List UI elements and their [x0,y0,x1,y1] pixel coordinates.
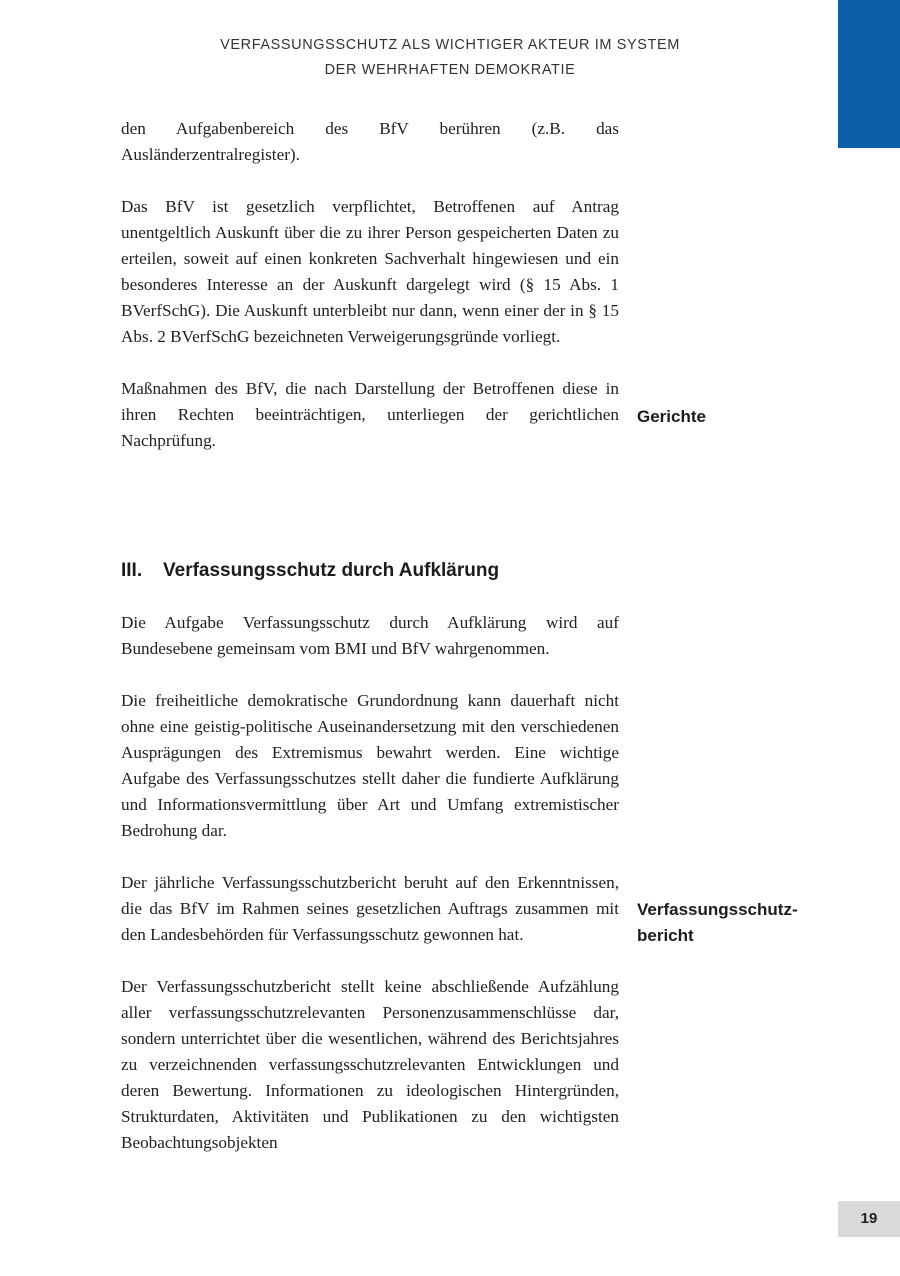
page-number: 19 [838,1201,900,1237]
margin-note-gerichte-text: Gerichte [637,407,706,426]
paragraph-2: Das BfV ist gesetzlich verpflichtet, Betroffenen auf Antrag unentgeltlich Auskunft über die zu ihrer Person gespeicherten Daten zu erteilen, soweit auf einen konkreten Sachverhalt hingewiesen und ein besonderes Interesse an der Auskunft dargelegt wird (§ 15 Abs. 1 BVerfSchG). Die Auskunft unterbleibt nur dann, wenn einer der in § 15 Abs. 2 BVerfSchG bezeichneten Verweigerungsgründe vorliegt. [121,197,619,346]
paragraph-1: den Aufgabenbereich des BfV berühren (z.B. das Ausländerzentralregister). [121,119,619,164]
paragraph-4: Die Aufgabe Verfassungsschutz durch Aufklärung wird auf Bundesebene gemeinsam vom BMI und BfV wahrgenommen. [121,613,619,658]
running-header [120,33,780,83]
paragraph-6: Der jährliche Verfassungsschutzbericht beruht auf den Erkenntnissen, die das BfV im Rahmen seines gesetzlichen Auftrags zusammen mit den Landesbehörden für Verfassungsschutz gewonnen hat. [121,873,619,944]
main-text-column [121,116,619,1156]
section-number: III. [121,560,143,581]
paragraph-5: Die freiheitliche demokratische Grundordnung kann dauerhaft nicht ohne eine geistig-politische Auseinandersetzung mit den verschiedenen Ausprägungen des Extremismus bewahrt werden. Eine wichtige Aufgabe des Verfassungsschutzes stellt daher die fundierte Aufklärung und Informationsvermittlung über Art und Umfang extremistischer Bedrohung dar. [121,691,619,840]
margin-note-bericht-line-1: Verfassungsschutz- [637,900,798,919]
margin-note-bericht-line-2: bericht [637,926,694,945]
chapter-tab-marker [838,0,900,148]
running-header-line-1: VERFASSUNGSSCHUTZ ALS WICHTIGER AKTEUR IM SYSTEM [220,37,680,53]
section-heading [121,558,619,584]
margin-note-gerichte [637,404,837,430]
paragraph-7: Der Verfassungsschutzbericht stellt keine abschließende Aufzählung aller verfassungsschutzrelevanten Personenzusammenschlüsse dar, sondern unterrichtet über die wesentlichen, während des Berichtsjahres zu verzeichnenden verfassungsschutzrelevanten Entwicklungen und deren Bewertung. Informationen zu ideologischen Hintergründen, Strukturdaten, Aktivitäten und Publikationen zu den wichtigsten Beobachtungsobjekten [121,977,619,1152]
paragraph-3: Maßnahmen des BfV, die nach Darstellung der Betroffenen diese in ihren Rechten beeinträchtigen, unterliegen der gerichtlichen Nachprüfung. [121,379,619,450]
running-header-line-2: DER WEHRHAFTEN DEMOKRATIE [324,62,576,78]
section-title: Verfassungsschutz durch Aufklärung [163,560,500,581]
margin-note-verfassungsschutzbericht [637,897,837,949]
